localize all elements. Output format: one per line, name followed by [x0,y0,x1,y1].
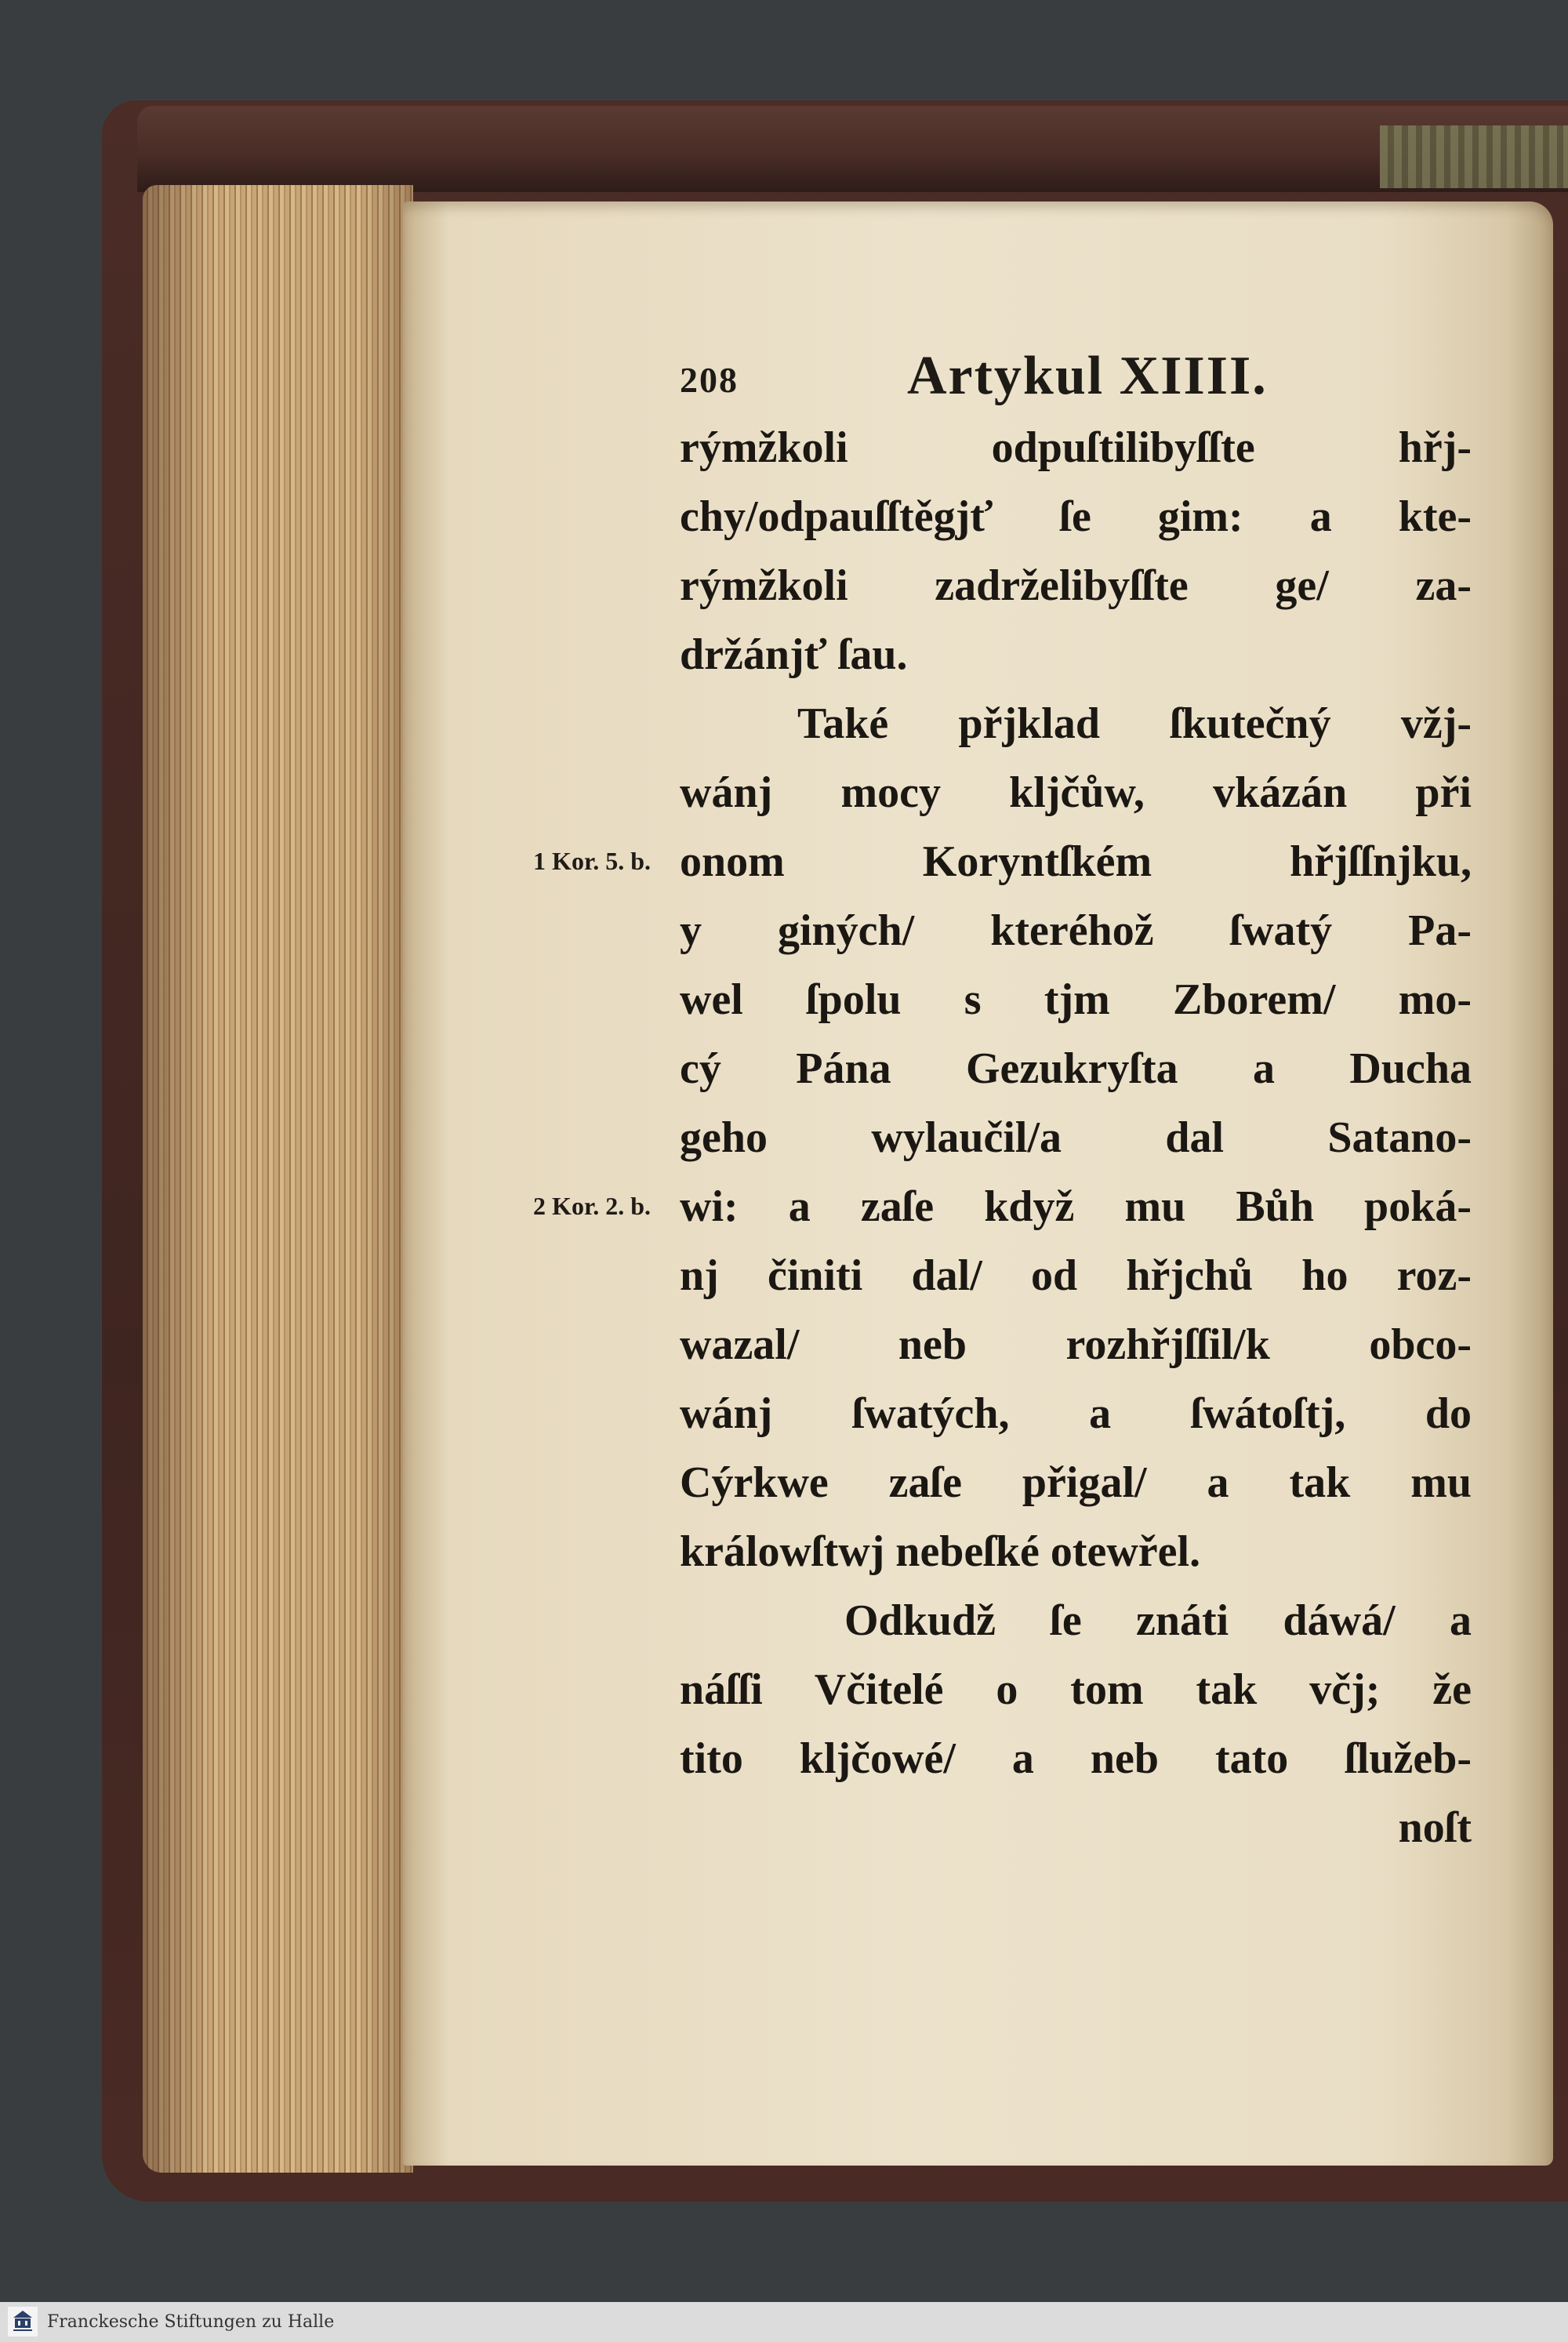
institution-name: Franckesche Stiftungen zu Halle [47,2312,335,2332]
page-edges [143,185,413,2173]
text-line: onom Koryntſkém hřjſſnjku, [680,837,1472,886]
text-line: chy/odpauſſtěgjť ſe gim: a kte- [680,492,1472,541]
text-line: rýmžkoli odpuſtilibyſſte hřj- [680,423,1472,472]
text-line: rýmžkoli zadrželibyſſte ge/ za- [680,561,1472,610]
text-line: y giných/ kteréhož ſwatý Pa- [680,906,1472,955]
text-line: Také přjklad ſkutečný vžj- [797,699,1472,748]
catchword: noſt [1398,1803,1472,1852]
running-head: Artykul XIIII. [907,346,1268,406]
text-line: tito kljčowé/ a neb tato ſlužeb- [680,1734,1472,1783]
text-line: wi: a zaſe když mu Bůh poká- [680,1182,1472,1231]
text-line: wel ſpolu s tjm Zborem/ mo- [680,975,1472,1024]
text-line: náſſi Včitelé o tom tak včj; že [680,1665,1472,1714]
text-line: králowſtwj nebeſké otewřel. [680,1527,1201,1576]
page-number: 208 [680,360,739,400]
text-line: nj činiti dal/ od hřjchů ho roz- [680,1251,1472,1300]
body-text [680,413,1472,1862]
book-trim [1380,125,1568,188]
text-line: wánj mocy kljčůw, vkázán při [680,768,1472,817]
text-line: wánj ſwatých, a ſwátoſtj, do [680,1389,1472,1438]
text-line: geho wylaučil/a dal Satano- [680,1113,1472,1162]
margin-note: 2 Kor. 2. b. [533,1192,651,1220]
institution-logo-icon [8,2307,38,2337]
text-line: wazal/ neb rozhřjſſil/k obco- [680,1320,1472,1369]
text-line: držánjť ſau. [680,630,908,679]
text-line: Cýrkwe zaſe přigal/ a tak mu [680,1458,1472,1507]
book-top-board [137,106,1568,192]
margin-note: 1 Kor. 5. b. [533,847,651,875]
text-line: Odkudž ſe znáti dáwá/ a [844,1596,1472,1645]
text-line: cý Pána Gezukryſta a Ducha [680,1044,1472,1093]
footer-bar [0,2302,1568,2342]
